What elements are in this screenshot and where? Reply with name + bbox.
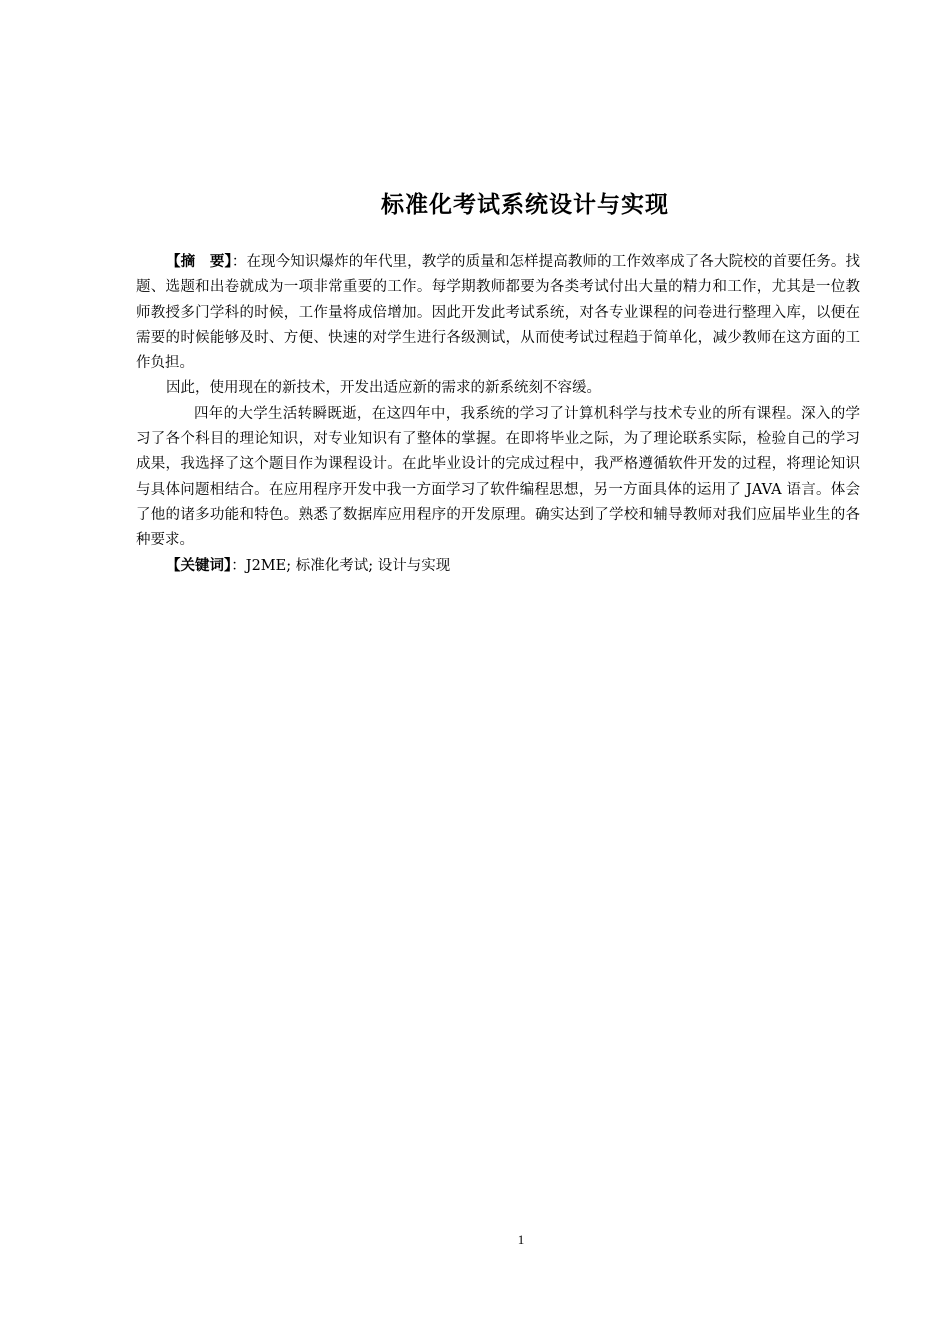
keywords-paragraph [136, 554, 860, 579]
page-number: 1 [517, 1232, 525, 1247]
keywords-label: 【关键词】 [166, 557, 232, 574]
keywords-separator: ： [231, 557, 246, 574]
abstract-separator: ： [231, 254, 247, 270]
abstract-paragraph [136, 250, 860, 376]
paragraph-2: 因此，使用现在的新技术，开发出适应新的需求的新系统刻不容缓。 [166, 380, 601, 397]
body-text [136, 250, 860, 579]
paragraph-3: 四年的大学生活转瞬既逝，在这四年中，我系统的学习了计算机科学与技术专业的所有课程。深入的学习了各个科目的理论知识，对专业知识有了整体的掌握。在即将毕业之际，为了理论联系实际，检验自己的学习成果，我选择了这个题目作为课程设计。在此毕业设计的完成过程中，我严格遵循软件开发的过程，将理论知识与具体问题相结合。在应用程序开发中我一方面学习了软件编程思想，另一方面具体的运用了 JAVA 语言。体会了他的诸多功能和特色。熟悉了数据库应用程序的开发原理。确实达到了学校和辅导教师对我们应届毕业生的各种要求。 [136, 405, 860, 549]
abstract-label: 【摘 要】 [166, 254, 232, 270]
page-title: 标准化考试系统设计与实现 [381, 192, 669, 218]
keywords-text: J2ME; 标准化考试; 设计与实现 [245, 557, 451, 574]
abstract-text: 在现今知识爆炸的年代里，教学的质量和怎样提高教师的工作效率成了各大院校的首要任务。找题、选题和出卷就成为一项非常重要的工作。每学期教师都要为各类考试付出大量的精力和工作，尤其是一位教师教授多门学科的时候，工作量将成倍增加。因此开发此考试系统，对各专业课程的问卷进行整理入库，以便在需要的时候能够及时、方便、快速的对学生进行各级测试，从而使考试过程趋于简单化，减少教师在这方面的工作负担。 [136, 254, 861, 372]
